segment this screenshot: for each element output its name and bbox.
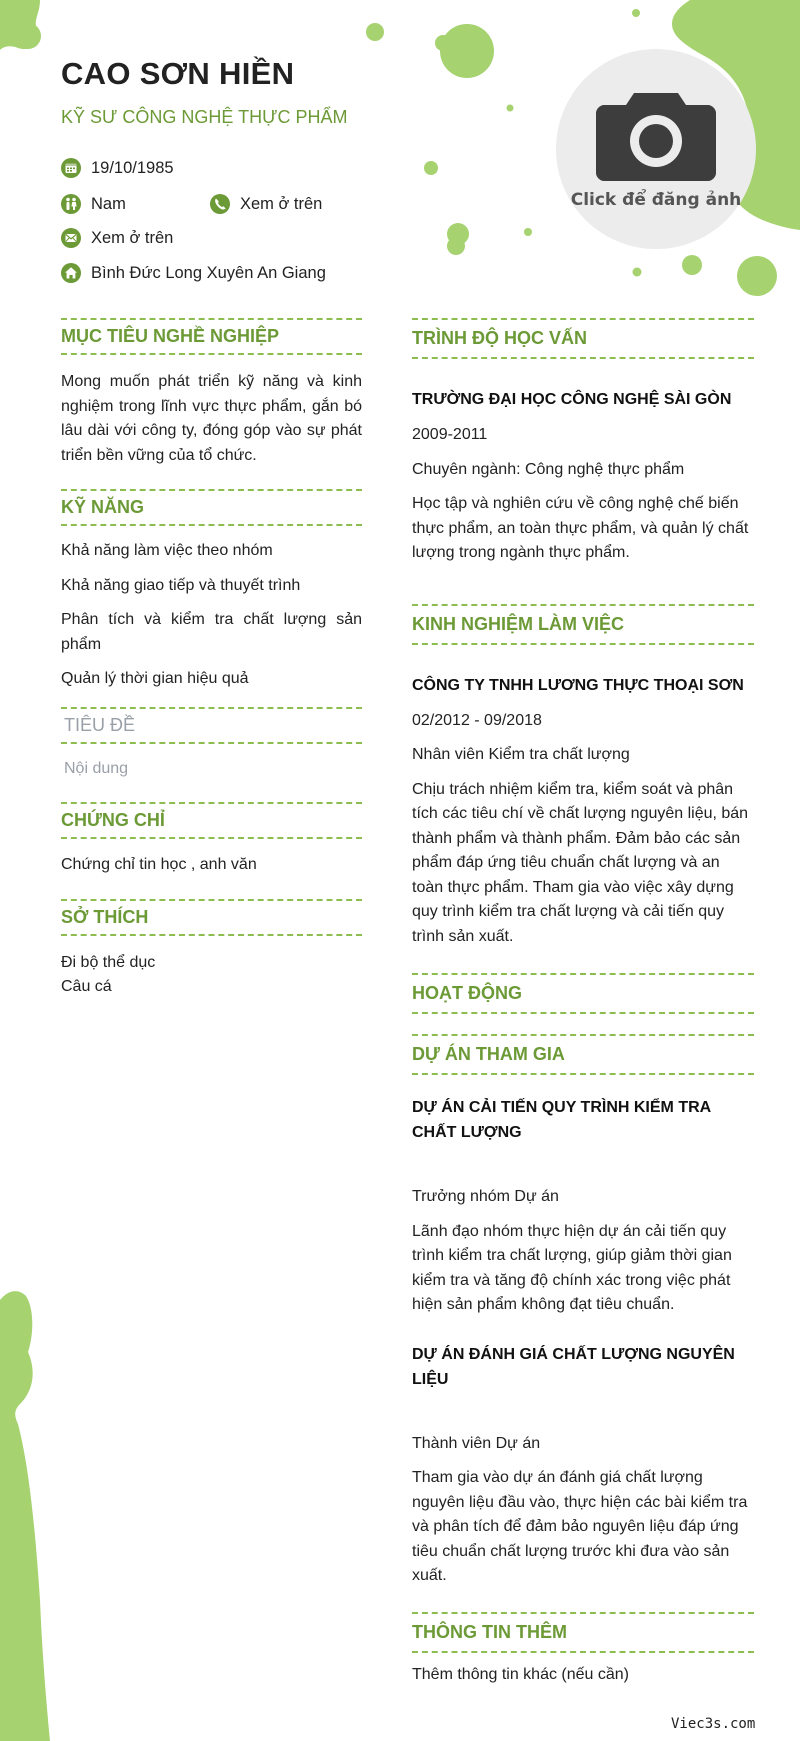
decor-dot bbox=[737, 256, 777, 296]
photo-upload-caption: Click để đăng ảnh bbox=[570, 190, 742, 210]
skill-item[interactable]: Khả năng giao tiếp và thuyết trình bbox=[61, 576, 301, 594]
decor-dot bbox=[447, 237, 465, 255]
hobbies-list bbox=[61, 951, 362, 1000]
left-column bbox=[61, 318, 362, 1000]
decor-dot bbox=[366, 23, 384, 41]
experience-description[interactable]: Chịu trách nhiệm kiểm tra, kiểm soát và phân tích các tiêu chí về chất lượng nguyên liệu, bán thành phẩm và thành phẩm. Đảm bảo các sản phẩm đáp ứng tiêu chuẩn chất lượng và an toàn thực phẩm. Tham gia vào việc xây dựng quy trình kiểm tra chất lượng và cải tiến quy trình sản xuất. bbox=[412, 780, 749, 945]
more-info-text[interactable]: Thêm thông tin khác (nếu cần) bbox=[412, 1665, 630, 1683]
project-role[interactable]: Trưởng nhóm Dự án bbox=[412, 1188, 559, 1205]
skill-item[interactable]: Quản lý thời gian hiệu quả bbox=[61, 670, 249, 687]
decor-dot bbox=[632, 9, 640, 17]
certificate-item[interactable]: Chứng chỉ tin học , anh văn bbox=[61, 856, 257, 873]
section-title-custom[interactable]: TIÊU ĐỀ bbox=[61, 707, 362, 744]
decor-dot bbox=[524, 228, 532, 236]
section-title-projects[interactable]: DỰ ÁN THAM GIA bbox=[412, 1034, 754, 1075]
home-icon bbox=[61, 263, 81, 283]
custom-section-content[interactable]: Nội dung bbox=[64, 759, 129, 777]
project-description[interactable]: Lãnh đạo nhóm thực hiện dự án cải tiến quy trình kiểm tra chất lượng, giúp giảm thời gian kiểm tra và tăng độ chính xác trong việc phát hiện sản phẩm không đạt tiêu chuẩn. bbox=[412, 1222, 732, 1313]
hobby-item[interactable]: Đi bộ thể dục bbox=[61, 953, 156, 971]
decor-dot bbox=[424, 161, 438, 175]
section-title-activities[interactable]: HOẠT ĐỘNG bbox=[412, 973, 754, 1014]
photo-upload[interactable] bbox=[556, 49, 756, 249]
job-title[interactable]: KỸ SƯ CÔNG NGHỆ THỰC PHẨM bbox=[61, 107, 348, 127]
skill-item[interactable]: Khả năng làm việc theo nhóm bbox=[61, 542, 273, 559]
birthdate-value[interactable]: 19/10/1985 bbox=[91, 158, 174, 177]
objective-text[interactable]: Mong muốn phát triển kỹ năng và kinh nghiệm trong lĩnh vực thực phẩm, gắn bó lâu dài với công ty, đóng góp vào sự phát triển bền vững của tổ chức. bbox=[61, 373, 362, 464]
project-description[interactable]: Tham gia vào dự án đánh giá chất lượng nguyên liệu đầu vào, thực hiện các bài kiểm tra và phân tích để đảm bảo nguyên liệu đáp ứng tiêu chuẩn chất lượng trước khi đưa vào sản xuất. bbox=[412, 1469, 748, 1584]
watermark: Viec3s.com bbox=[671, 1716, 756, 1732]
section-title-skills[interactable]: KỸ NĂNG bbox=[61, 489, 362, 526]
section-title-certificates[interactable]: CHỨNG CHỈ bbox=[61, 802, 362, 839]
candidate-name[interactable]: CAO SƠN HIỀN bbox=[61, 56, 295, 91]
experience-company[interactable]: CÔNG TY TNHH LƯƠNG THỰC THOẠI SƠN bbox=[412, 676, 744, 694]
decor-dot bbox=[507, 105, 514, 112]
decor-dot bbox=[682, 255, 702, 275]
phone-icon bbox=[210, 194, 230, 214]
hobby-item[interactable]: Câu cá bbox=[61, 978, 112, 995]
phone-value[interactable]: Xem ở trên bbox=[240, 194, 323, 213]
birthdate-row bbox=[61, 158, 174, 178]
gender-value[interactable]: Nam bbox=[91, 194, 126, 213]
skills-list bbox=[61, 539, 362, 692]
camera-icon bbox=[596, 91, 716, 181]
right-column bbox=[412, 318, 754, 1687]
decor-dot bbox=[15, 23, 41, 49]
section-title-education[interactable]: TRÌNH ĐỘ HỌC VẤN bbox=[412, 318, 754, 359]
address-row bbox=[61, 263, 326, 283]
decor-dot bbox=[440, 24, 494, 78]
decor-dot bbox=[435, 35, 451, 51]
project-role[interactable]: Thành viên Dự án bbox=[412, 1434, 541, 1452]
gender-icon bbox=[61, 194, 81, 214]
section-title-more-info[interactable]: THÔNG TIN THÊM bbox=[412, 1612, 754, 1653]
section-title-objective[interactable]: MỤC TIÊU NGHỀ NGHIỆP bbox=[61, 318, 362, 355]
project-name[interactable]: DỰ ÁN ĐÁNH GIÁ CHẤT LƯỢNG NGUYÊN LIỆU bbox=[412, 1345, 735, 1388]
section-title-experience[interactable]: KINH NGHIỆM LÀM VIỆC bbox=[412, 604, 754, 645]
skill-item[interactable]: Phân tích và kiểm tra chất lượng sản phẩm bbox=[61, 611, 362, 653]
phone-row bbox=[210, 194, 322, 214]
education-school[interactable]: TRƯỜNG ĐẠI HỌC CÔNG NGHỆ SÀI GÒN bbox=[412, 391, 732, 408]
gender-row bbox=[61, 194, 126, 214]
email-icon bbox=[61, 228, 81, 248]
section-title-hobbies[interactable]: SỞ THÍCH bbox=[61, 899, 362, 936]
decor-blob-bottom-left bbox=[0, 1291, 50, 1741]
education-period[interactable]: 2009-2011 bbox=[412, 426, 488, 443]
email-value[interactable]: Xem ở trên bbox=[91, 228, 174, 247]
experience-period[interactable]: 02/2012 - 09/2018 bbox=[412, 711, 542, 729]
experience-position[interactable]: Nhân viên Kiểm tra chất lượng bbox=[412, 746, 630, 763]
project-name[interactable]: DỰ ÁN CẢI TIẾN QUY TRÌNH KIỂM TRA CHẤT LƯỢNG bbox=[412, 1099, 711, 1141]
calendar-icon bbox=[61, 158, 81, 178]
education-major[interactable]: Chuyên ngành: Công nghệ thực phẩm bbox=[412, 460, 685, 478]
email-row bbox=[61, 228, 173, 248]
decor-dot bbox=[633, 268, 642, 277]
education-description[interactable]: Học tập và nghiên cứu về công nghệ chế biến thực phẩm, an toàn thực phẩm, và quản lý chất lượng trong ngành thực phẩm. bbox=[412, 495, 749, 561]
address-value[interactable]: Bình Đức Long Xuyên An Giang bbox=[91, 263, 326, 282]
